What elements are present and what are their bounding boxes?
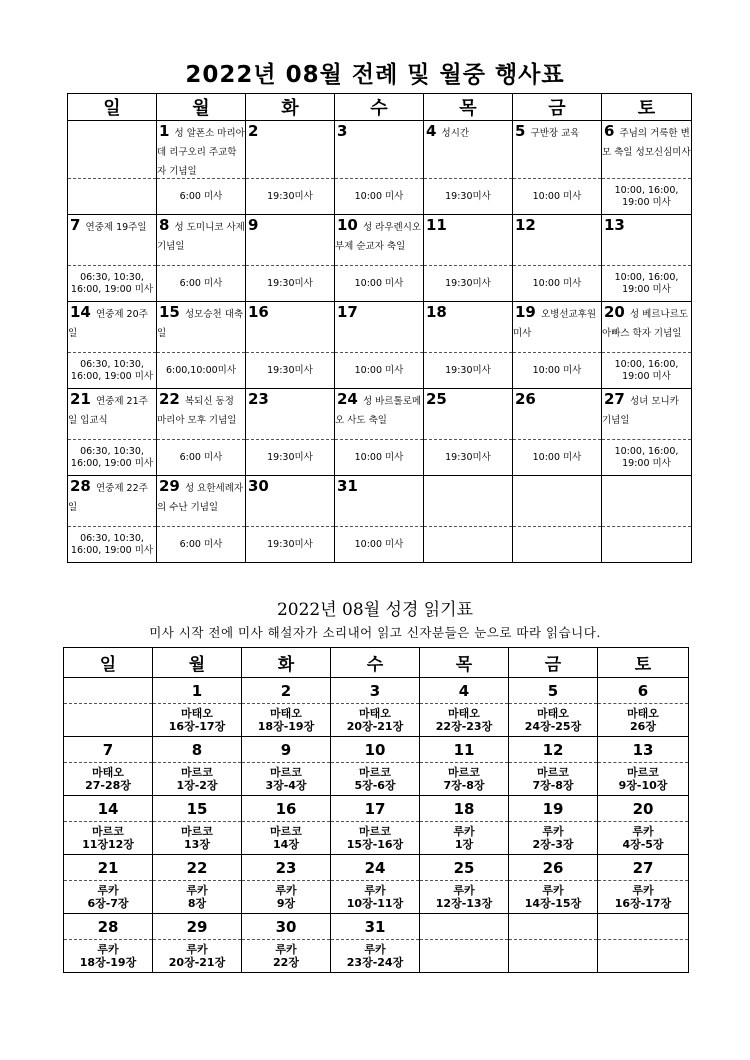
reading-book: 마태오 — [448, 707, 480, 720]
day-cell — [424, 121, 513, 179]
weekday-header: 일 — [68, 94, 157, 121]
mass-times: 10:00, 16:00, 19:00 미사 — [602, 440, 692, 476]
mass-times: 6:00 미사 — [157, 440, 246, 476]
mass-row — [68, 266, 692, 302]
mass-times: 19:30미사 — [246, 266, 335, 302]
reading-date: 27 — [598, 855, 689, 881]
reading-date: 28 — [64, 914, 153, 940]
day-cell — [424, 389, 513, 440]
mass-times: 06:30, 10:30, 16:00, 19:00 미사 — [68, 353, 157, 389]
day-cell — [68, 302, 157, 353]
day-event: 성녀 모니카 기념일 — [602, 396, 679, 426]
day-number: 1 — [159, 122, 170, 140]
reading-chapters: 11장12장 — [82, 838, 134, 851]
reading-date: 20 — [598, 796, 689, 822]
reading-cell — [153, 940, 242, 973]
reading-chapters: 22장 — [273, 956, 299, 969]
reading-cell — [242, 940, 331, 973]
reading-cell — [420, 881, 509, 914]
day-number: 27 — [604, 390, 625, 408]
day-cell — [335, 302, 424, 353]
reading-date: 15 — [153, 796, 242, 822]
day-cell — [513, 476, 602, 527]
day-number: 11 — [426, 216, 447, 234]
day-cell — [157, 476, 246, 527]
mass-row — [68, 179, 692, 215]
day-cell — [424, 302, 513, 353]
mass-times: 10:00 미사 — [335, 179, 424, 215]
reading-date: 29 — [153, 914, 242, 940]
mass-times: 6:00 미사 — [157, 266, 246, 302]
reading-date-row — [64, 914, 689, 940]
reading-date: 17 — [331, 796, 420, 822]
day-cell — [157, 215, 246, 266]
reading-book: 루카 — [97, 884, 119, 897]
reading-cell — [598, 822, 689, 855]
day-event: 성 바르톨로메오 사도 축일 — [335, 396, 422, 426]
reading-date: 14 — [64, 796, 153, 822]
day-cell — [602, 121, 692, 179]
day-cell — [513, 121, 602, 179]
reading-chapters: 8장 — [187, 897, 207, 910]
weekday-header: 토 — [602, 94, 692, 121]
event-row — [68, 215, 692, 266]
weekday-header: 수 — [331, 648, 420, 678]
reading-cell — [242, 881, 331, 914]
day-number: 30 — [248, 477, 269, 495]
reading-note: 미사 시작 전에 미사 해설자가 소리내어 읽고 신자분들은 눈으로 따라 읽습니다. — [149, 625, 601, 640]
mass-times: 19:30미사 — [424, 179, 513, 215]
reading-date: 11 — [420, 737, 509, 763]
reading-date: 25 — [420, 855, 509, 881]
day-event: 연중제 22주일 — [68, 483, 148, 513]
reading-row — [64, 704, 689, 737]
reading-chapters: 4장-5장 — [622, 838, 664, 851]
reading-title: 2022년 08월 성경 읽기표 — [276, 600, 474, 620]
day-number: 5 — [515, 122, 526, 140]
reading-date: 31 — [331, 914, 420, 940]
day-cell — [602, 389, 692, 440]
day-number: 21 — [70, 390, 91, 408]
reading-chapters: 3장-4장 — [265, 779, 307, 792]
day-event: 연중제 19주일 — [85, 222, 147, 233]
reading-date: 30 — [242, 914, 331, 940]
reading-row — [64, 763, 689, 796]
reading-cell — [509, 822, 598, 855]
day-event: 성모승천 대축일 — [157, 309, 244, 339]
day-event: 성 알폰소 마리아 데 리구오리 주교학자 기념일 — [157, 128, 245, 177]
reading-chapters: 13장 — [184, 838, 210, 851]
event-row — [68, 476, 692, 527]
reading-book: 마르코 — [270, 766, 302, 779]
reading-book: 루카 — [275, 884, 297, 897]
reading-chapters: 22장-23장 — [435, 720, 493, 733]
reading-date: 22 — [153, 855, 242, 881]
weekday-header: 월 — [153, 648, 242, 678]
weekday-header: 금 — [513, 94, 602, 121]
event-row — [68, 121, 692, 179]
reading-book: 마르코 — [448, 766, 480, 779]
day-cell — [335, 215, 424, 266]
day-number: 9 — [248, 216, 259, 234]
reading-book: 루카 — [364, 884, 386, 897]
mass-times: 10:00, 16:00, 19:00 미사 — [602, 179, 692, 215]
reading-chapters: 20장-21장 — [346, 720, 404, 733]
mass-times: 06:30, 10:30, 16:00, 19:00 미사 — [68, 266, 157, 302]
reading-date: 9 — [242, 737, 331, 763]
reading-cell — [331, 881, 420, 914]
mass-row — [68, 527, 692, 563]
reading-date: 1 — [153, 678, 242, 704]
reading-chapters: 20장-21장 — [168, 956, 226, 969]
reading-date: 24 — [331, 855, 420, 881]
day-number — [602, 477, 604, 495]
reading-row — [64, 881, 689, 914]
reading-chapters: 7장-8장 — [443, 779, 485, 792]
reading-cell — [598, 704, 689, 737]
day-number: 16 — [248, 303, 269, 321]
reading-cell — [242, 822, 331, 855]
day-number: 12 — [515, 216, 536, 234]
day-event: 연중제 20주일 — [68, 309, 148, 339]
reading-chapters: 6장-7장 — [87, 897, 129, 910]
weekday-header: 금 — [509, 648, 598, 678]
reading-chapters: 18장-19장 — [79, 956, 137, 969]
reading-cell — [598, 881, 689, 914]
mass-row — [68, 353, 692, 389]
mass-times: 10:00 미사 — [335, 266, 424, 302]
weekday-header: 토 — [598, 648, 689, 678]
reading-row — [64, 822, 689, 855]
reading-date: 8 — [153, 737, 242, 763]
reading-date-row — [64, 796, 689, 822]
reading-date-row — [64, 855, 689, 881]
event-row — [68, 389, 692, 440]
reading-date-row — [64, 737, 689, 763]
reading-chapters: 2장-3장 — [532, 838, 574, 851]
mass-times: 10:00, 16:00, 19:00 미사 — [602, 266, 692, 302]
reading-chapters: 10장-11장 — [346, 897, 404, 910]
reading-chapters: 16장-17장 — [614, 897, 672, 910]
reading-cell — [153, 822, 242, 855]
reading-chapters: 18장-19장 — [257, 720, 315, 733]
day-cell — [68, 389, 157, 440]
day-cell — [602, 302, 692, 353]
reading-cell — [331, 940, 420, 973]
reading-book: 루카 — [632, 884, 654, 897]
day-number: 31 — [337, 477, 358, 495]
reading-book: 루카 — [186, 884, 208, 897]
day-cell — [157, 302, 246, 353]
day-cell — [424, 476, 513, 527]
mass-times: 10:00 미사 — [335, 440, 424, 476]
reading-cell — [331, 822, 420, 855]
reading-cell — [420, 822, 509, 855]
day-cell — [68, 476, 157, 527]
reading-date-row — [64, 678, 689, 704]
day-event: 성 라우렌시오 부제 순교자 축일 — [335, 222, 422, 252]
reading-date — [420, 914, 509, 940]
reading-cell — [598, 940, 689, 973]
day-event: 연중제 21주일 입교식 — [68, 396, 148, 426]
day-cell — [157, 389, 246, 440]
reading-cell — [509, 763, 598, 796]
reading-date — [598, 914, 689, 940]
reading-book: 마태오 — [537, 707, 569, 720]
page-title: 2022년 08월 전례 및 월중 행사표 — [185, 62, 565, 88]
reading-cell — [509, 704, 598, 737]
reading-book: 마르코 — [181, 766, 213, 779]
reading-date: 26 — [509, 855, 598, 881]
day-event: 구반장 교육 — [530, 128, 580, 139]
reading-cell — [420, 763, 509, 796]
day-cell — [157, 121, 246, 179]
day-number: 7 — [70, 216, 81, 234]
reading-date: 2 — [242, 678, 331, 704]
mass-times: 10:00 미사 — [513, 353, 602, 389]
day-cell — [246, 476, 335, 527]
reading-book: 마태오 — [181, 707, 213, 720]
reading-chapters: 26장 — [630, 720, 656, 733]
reading-date: 3 — [331, 678, 420, 704]
day-number: 8 — [159, 216, 170, 234]
weekday-header: 화 — [242, 648, 331, 678]
reading-book: 마르코 — [359, 766, 391, 779]
mass-times: 19:30미사 — [424, 266, 513, 302]
reading-book: 마르코 — [537, 766, 569, 779]
reading-date: 5 — [509, 678, 598, 704]
mass-times: 6:00 미사 — [157, 527, 246, 563]
day-cell — [68, 121, 157, 179]
reading-book: 마르코 — [359, 825, 391, 838]
reading-cell — [420, 704, 509, 737]
day-event: 성시간 — [441, 128, 470, 139]
reading-book: 루카 — [364, 943, 386, 956]
day-number: 28 — [70, 477, 91, 495]
reading-chapters: 9장 — [276, 897, 296, 910]
mass-times: 10:00 미사 — [513, 179, 602, 215]
reading-book: 루카 — [186, 943, 208, 956]
reading-chapters: 7장-8장 — [532, 779, 574, 792]
mass-times: 10:00 미사 — [513, 440, 602, 476]
mass-times: 6:00 미사 — [157, 179, 246, 215]
day-number — [424, 477, 426, 495]
mass-times — [68, 179, 157, 215]
day-cell — [335, 121, 424, 179]
day-cell — [602, 476, 692, 527]
reading-chapters: 15장-16장 — [346, 838, 404, 851]
mass-times: 19:30미사 — [246, 353, 335, 389]
reading-chapters: 23장-24장 — [346, 956, 404, 969]
day-cell — [424, 215, 513, 266]
reading-book: 루카 — [97, 943, 119, 956]
weekday-header: 일 — [64, 648, 153, 678]
mass-times: 10:00 미사 — [335, 527, 424, 563]
day-cell — [246, 389, 335, 440]
event-row — [68, 302, 692, 353]
day-event: 주님의 거룩한 변모 축일 성모신심미사 — [602, 128, 691, 158]
day-cell — [335, 389, 424, 440]
reading-cell — [64, 881, 153, 914]
reading-book: 마르코 — [270, 825, 302, 838]
reading-chapters: 16장-17장 — [168, 720, 226, 733]
day-cell — [68, 215, 157, 266]
reading-cell — [64, 763, 153, 796]
reading-cell — [598, 763, 689, 796]
reading-book: 마태오 — [270, 707, 302, 720]
reading-chapters: 14장-15장 — [524, 897, 582, 910]
reading-date: 4 — [420, 678, 509, 704]
day-number: 17 — [337, 303, 358, 321]
mass-times: 10:00 미사 — [335, 353, 424, 389]
day-event: 성 베르나르도 아빠스 학자 기념일 — [602, 309, 689, 339]
reading-book: 마태오 — [359, 707, 391, 720]
reading-row — [64, 940, 689, 973]
day-number: 23 — [248, 390, 269, 408]
reading-cell — [64, 704, 153, 737]
reading-book: 마르코 — [627, 766, 659, 779]
day-cell — [602, 215, 692, 266]
reading-chapters: 5장-6장 — [354, 779, 396, 792]
reading-cell — [153, 881, 242, 914]
reading-cell — [420, 940, 509, 973]
day-number — [513, 477, 515, 495]
day-number: 20 — [604, 303, 625, 321]
mass-row — [68, 440, 692, 476]
reading-book: 루카 — [453, 825, 475, 838]
reading-date: 16 — [242, 796, 331, 822]
day-cell — [335, 476, 424, 527]
day-cell — [246, 302, 335, 353]
reading-date: 18 — [420, 796, 509, 822]
reading-book: 루카 — [542, 884, 564, 897]
day-event: 복되신 동정 마리아 모후 기념일 — [157, 396, 237, 426]
reading-chapters: 24장-25장 — [524, 720, 582, 733]
reading-date: 12 — [509, 737, 598, 763]
weekday-header: 월 — [157, 94, 246, 121]
reading-chapters: 1장 — [454, 838, 474, 851]
reading-chapters: 27-28장 — [85, 779, 131, 792]
reading-date — [64, 678, 153, 704]
reading-date: 19 — [509, 796, 598, 822]
mass-times: 19:30미사 — [246, 440, 335, 476]
day-event: 성 도미니코 사제 기념일 — [157, 222, 245, 252]
reading-book: 루카 — [453, 884, 475, 897]
weekday-header: 수 — [335, 94, 424, 121]
day-number: 15 — [159, 303, 180, 321]
day-cell — [513, 389, 602, 440]
day-number: 25 — [426, 390, 447, 408]
mass-times: 19:30미사 — [424, 440, 513, 476]
reading-cell — [64, 940, 153, 973]
mass-times: 10:00, 16:00, 19:00 미사 — [602, 353, 692, 389]
day-event: 성 요한세례자의 수난 기념일 — [157, 483, 244, 513]
day-number: 19 — [515, 303, 536, 321]
reading-chapters: 12장-13장 — [435, 897, 493, 910]
reading-cell — [242, 763, 331, 796]
reading-chapters: 9장-10장 — [618, 779, 668, 792]
reading-cell — [509, 881, 598, 914]
reading-book: 마태오 — [92, 766, 124, 779]
weekday-header: 화 — [246, 94, 335, 121]
mass-times: 6:00,10:00미사 — [157, 353, 246, 389]
reading-date: 10 — [331, 737, 420, 763]
day-number — [68, 122, 70, 140]
day-number: 24 — [337, 390, 358, 408]
mass-times — [602, 527, 692, 563]
reading-cell — [153, 763, 242, 796]
mass-times: 10:00 미사 — [513, 266, 602, 302]
day-number: 22 — [159, 390, 180, 408]
mass-times: 19:30미사 — [246, 179, 335, 215]
reading-book: 마태오 — [627, 707, 659, 720]
bible-reading-table — [63, 647, 689, 973]
liturgy-calendar-table — [67, 93, 692, 563]
reading-book: 루카 — [542, 825, 564, 838]
reading-book: 마르코 — [92, 825, 124, 838]
weekday-header: 목 — [420, 648, 509, 678]
reading-date: 21 — [64, 855, 153, 881]
day-number: 14 — [70, 303, 91, 321]
reading-cell — [153, 704, 242, 737]
reading-date: 13 — [598, 737, 689, 763]
reading-cell — [242, 704, 331, 737]
day-number: 29 — [159, 477, 180, 495]
day-cell — [246, 215, 335, 266]
reading-chapters: 1장-2장 — [176, 779, 218, 792]
day-event: 오병선교후원미사 — [513, 309, 597, 339]
day-number: 6 — [604, 122, 615, 140]
day-cell — [246, 121, 335, 179]
day-number: 4 — [426, 122, 437, 140]
day-number: 2 — [248, 122, 259, 140]
day-cell — [513, 215, 602, 266]
reading-date: 6 — [598, 678, 689, 704]
reading-book: 루카 — [275, 943, 297, 956]
reading-cell — [509, 940, 598, 973]
mass-times — [424, 527, 513, 563]
day-cell — [513, 302, 602, 353]
day-number: 26 — [515, 390, 536, 408]
day-number: 18 — [426, 303, 447, 321]
reading-date: 23 — [242, 855, 331, 881]
day-number: 13 — [604, 216, 625, 234]
mass-times: 19:30미사 — [424, 353, 513, 389]
reading-cell — [331, 704, 420, 737]
reading-date — [509, 914, 598, 940]
reading-chapters: 14장 — [273, 838, 299, 851]
reading-book: 마르코 — [181, 825, 213, 838]
day-number: 10 — [337, 216, 358, 234]
reading-date: 7 — [64, 737, 153, 763]
reading-cell — [64, 822, 153, 855]
mass-times: 06:30, 10:30, 16:00, 19:00 미사 — [68, 440, 157, 476]
mass-times — [513, 527, 602, 563]
mass-times: 06:30, 10:30, 16:00, 19:00 미사 — [68, 527, 157, 563]
day-number: 3 — [337, 122, 348, 140]
mass-times: 19:30미사 — [246, 527, 335, 563]
weekday-header: 목 — [424, 94, 513, 121]
reading-cell — [331, 763, 420, 796]
reading-book: 루카 — [632, 825, 654, 838]
